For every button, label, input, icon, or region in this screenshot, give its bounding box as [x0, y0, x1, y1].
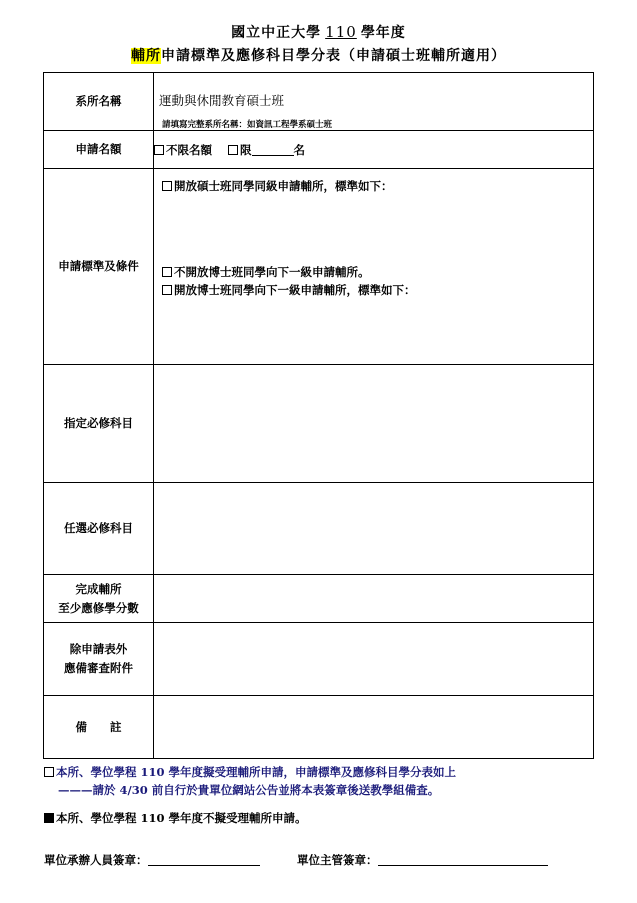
credits-label-line1: 完成輔所: [75, 581, 122, 596]
document-subtitle: [0, 45, 637, 65]
row-required-courses: [44, 365, 594, 483]
row-attachments: [44, 623, 594, 696]
row-elective-courses: [44, 483, 594, 575]
elective-courses-label: 任選必修科目: [44, 483, 154, 575]
attachments-label-line1: 除申請表外: [69, 642, 128, 656]
criteria-option-2-text: 不開放博士班同學向下一級申請輔所。: [174, 264, 370, 279]
quota-number-field[interactable]: [252, 143, 294, 156]
checkbox-limited[interactable]: [228, 145, 238, 155]
row-credits: [44, 575, 594, 623]
reject-note-text: 本所、學位學程 110 學年度不擬受理輔所申請。: [56, 811, 307, 825]
checkbox-criteria-1[interactable]: [162, 181, 172, 191]
quota-unlimited-label: 不限名額: [166, 142, 212, 157]
row-quota: [44, 131, 594, 169]
supervisor-signature: [297, 852, 548, 868]
attachments-cell[interactable]: [154, 623, 594, 696]
required-courses-label: 指定必修科目: [44, 365, 154, 483]
supervisor-signature-label: 單位主管簽章：: [297, 853, 378, 867]
subtitle-highlight: 輔所: [131, 48, 161, 64]
criteria-option-1-text: 開放碩士班同學同級申請輔所，標準如下：: [174, 178, 393, 193]
dept-name-hint: 請填寫完整系所名稱：如資訊工程學系碩士班: [162, 119, 333, 130]
checkbox-accept[interactable]: [44, 767, 54, 777]
checkbox-unlimited[interactable]: [154, 145, 164, 155]
remarks-cell[interactable]: [154, 696, 594, 759]
accept-note-line1: 本所、學位學程 110 學年度擬受理輔所申請，申請標準及應修科目學分表如上: [56, 765, 457, 779]
quota-limit-prefix: 限: [240, 142, 252, 157]
criteria-option-1: [162, 178, 393, 194]
reject-note: [44, 810, 307, 826]
attachments-label: [44, 623, 154, 696]
checkbox-criteria-2[interactable]: [162, 267, 172, 277]
criteria-option-3: [162, 282, 416, 298]
remarks-label: 備 註: [44, 696, 154, 759]
quota-limit-suffix: 名: [293, 142, 306, 157]
accept-note-line2: ———請於 4/30 前自行於貴單位網站公告並將本表簽章後送教學組備查。: [58, 783, 440, 797]
supervisor-signature-line[interactable]: [378, 853, 548, 866]
dept-label: 系所名稱: [44, 73, 154, 131]
checkbox-criteria-3[interactable]: [162, 285, 172, 295]
checkbox-reject[interactable]: [44, 813, 54, 823]
row-criteria: [44, 169, 594, 365]
dept-cell[interactable]: [154, 73, 594, 131]
handler-signature-label: 單位承辦人員簽章：: [44, 853, 148, 867]
title-year: 110: [325, 23, 357, 41]
handler-signature-line[interactable]: [148, 853, 260, 866]
application-form-table: [43, 72, 594, 759]
elective-courses-cell[interactable]: [154, 483, 594, 575]
credits-cell[interactable]: [154, 575, 594, 623]
credits-label-line2: 至少應修學分數: [58, 600, 139, 615]
row-dept: [44, 73, 594, 131]
accept-note: [44, 764, 456, 780]
criteria-option-3-text: 開放博士班同學向下一級申請輔所，標準如下：: [174, 282, 416, 297]
title-prefix: 國立中正大學: [231, 25, 322, 41]
attachments-label-line2: 應備審查附件: [64, 661, 133, 675]
criteria-cell: [154, 169, 594, 365]
required-courses-cell[interactable]: [154, 365, 594, 483]
criteria-label: 申請標準及條件: [44, 169, 154, 365]
handler-signature: [44, 852, 260, 868]
credits-label: [44, 575, 154, 623]
document-title: [0, 22, 637, 42]
quota-cell: [154, 131, 594, 169]
row-remarks: [44, 696, 594, 759]
dept-name-value[interactable]: 運動與休閒教育碩士班: [159, 92, 285, 108]
quota-label: 申請名額: [44, 131, 154, 169]
criteria-option-2: [162, 264, 370, 280]
title-suffix: 學年度: [360, 25, 406, 41]
subtitle-rest: 申請標準及應修科目學分表（申請碩士班輔所適用）: [161, 48, 506, 64]
